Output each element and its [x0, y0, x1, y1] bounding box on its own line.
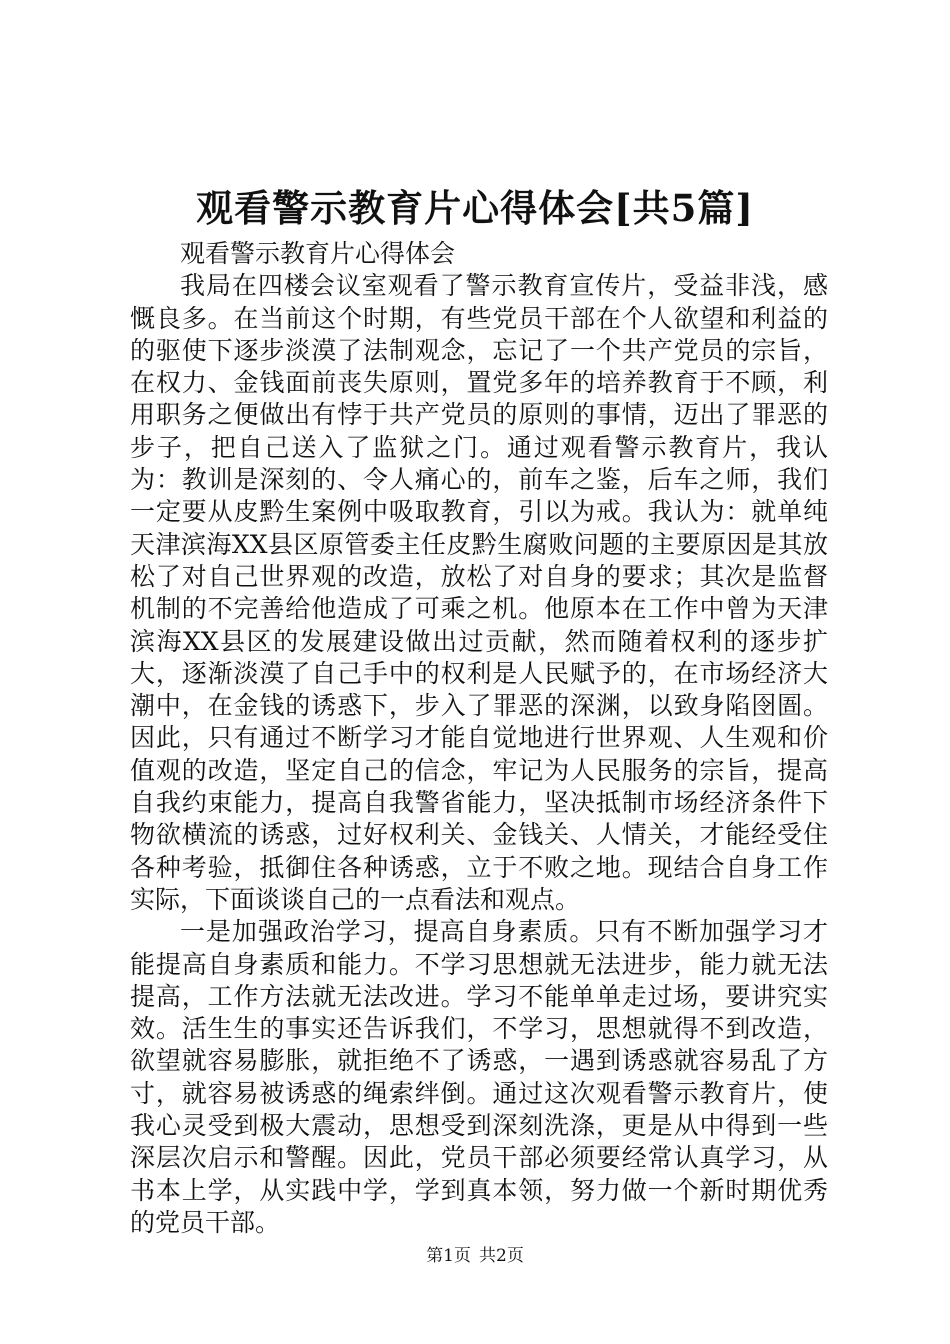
- section-heading: 观看警示教育片心得体会: [180, 239, 456, 268]
- page-total: 共2页: [479, 1246, 524, 1266]
- document-body: [130, 238, 828, 1239]
- page-number: 第1页: [426, 1246, 471, 1266]
- document-title: 观看警示教育片心得体会[共5篇]: [196, 186, 754, 230]
- body-paragraph-2: 一是加强政治学习，提高自身素质。只有不断加强学习才能提高自身素质和能力。不学习思想就无法进步，能力就无法提高，工作方法就无法改进。学习不能单单走过场，要讲究实效。活生生的事实还告诉我们，不学习，思想就得不到改造，欲望就容易膨胀，就拒绝不了诱惑，一遇到诱惑就容易乱了方寸，就容易被诱惑的绳索绊倒。通过这次观看警示教育片，使我心灵受到极大震动，思想受到深刻洗涤，更是从中得到一些深层次启示和警醒。因此，党员干部必须要经常认真学习，从书本上学，从实践中学，学到真本领，努力做一个新时期优秀的党员干部。: [130, 917, 828, 1237]
- page-footer: [0, 1244, 950, 1268]
- body-paragraph-1: 我局在四楼会议室观看了警示教育宣传片，受益非浅，感慨良多。在当前这个时期，有些党员干部在个人欲望和利益的的驱使下逐步淡漠了法制观念，忘记了一个共产党员的宗旨，在权力、金钱面前丧失原则，置党多年的培养教育于不顾，利用职务之便做出有悖于共产党员的原则的事情，迈出了罪恶的步子，把自己送入了监狱之门。通过观看警示教育片，我认为：教训是深刻的、令人痛心的，前车之鉴，后车之师，我们一定要从皮黔生案例中吸取教育，引以为戒。我认为：就单纯天津滨海XX县区原管委主任皮黔生腐败问题的主要原因是其放松了对自己世界观的改造，放松了对自身的要求；其次是监督机制的不完善给他造成了可乘之机。他原本在工作中曾为天津滨海XX县区的发展建设做出过贡献，然而随着权利的逐步扩大，逐渐淡漠了自己手中的权利是人民赋予的，在市场经济大潮中，在金钱的诱惑下，步入了罪恶的深渊，以致身陷囹圄。因此，只有通过不断学习才能自觉地进行世界观、人生观和价值观的改造，坚定自己的信念，牢记为人民服务的宗旨，提高自我约束能力，提高自我警省能力，坚决抵制市场经济条件下物欲横流的诱惑，过好权利关、金钱关、人情关，才能经受住各种考验，抵御住各种诱惑，立于不败之地。现结合自身工作实际，下面谈谈自己的一点看法和观点。: [130, 271, 828, 914]
